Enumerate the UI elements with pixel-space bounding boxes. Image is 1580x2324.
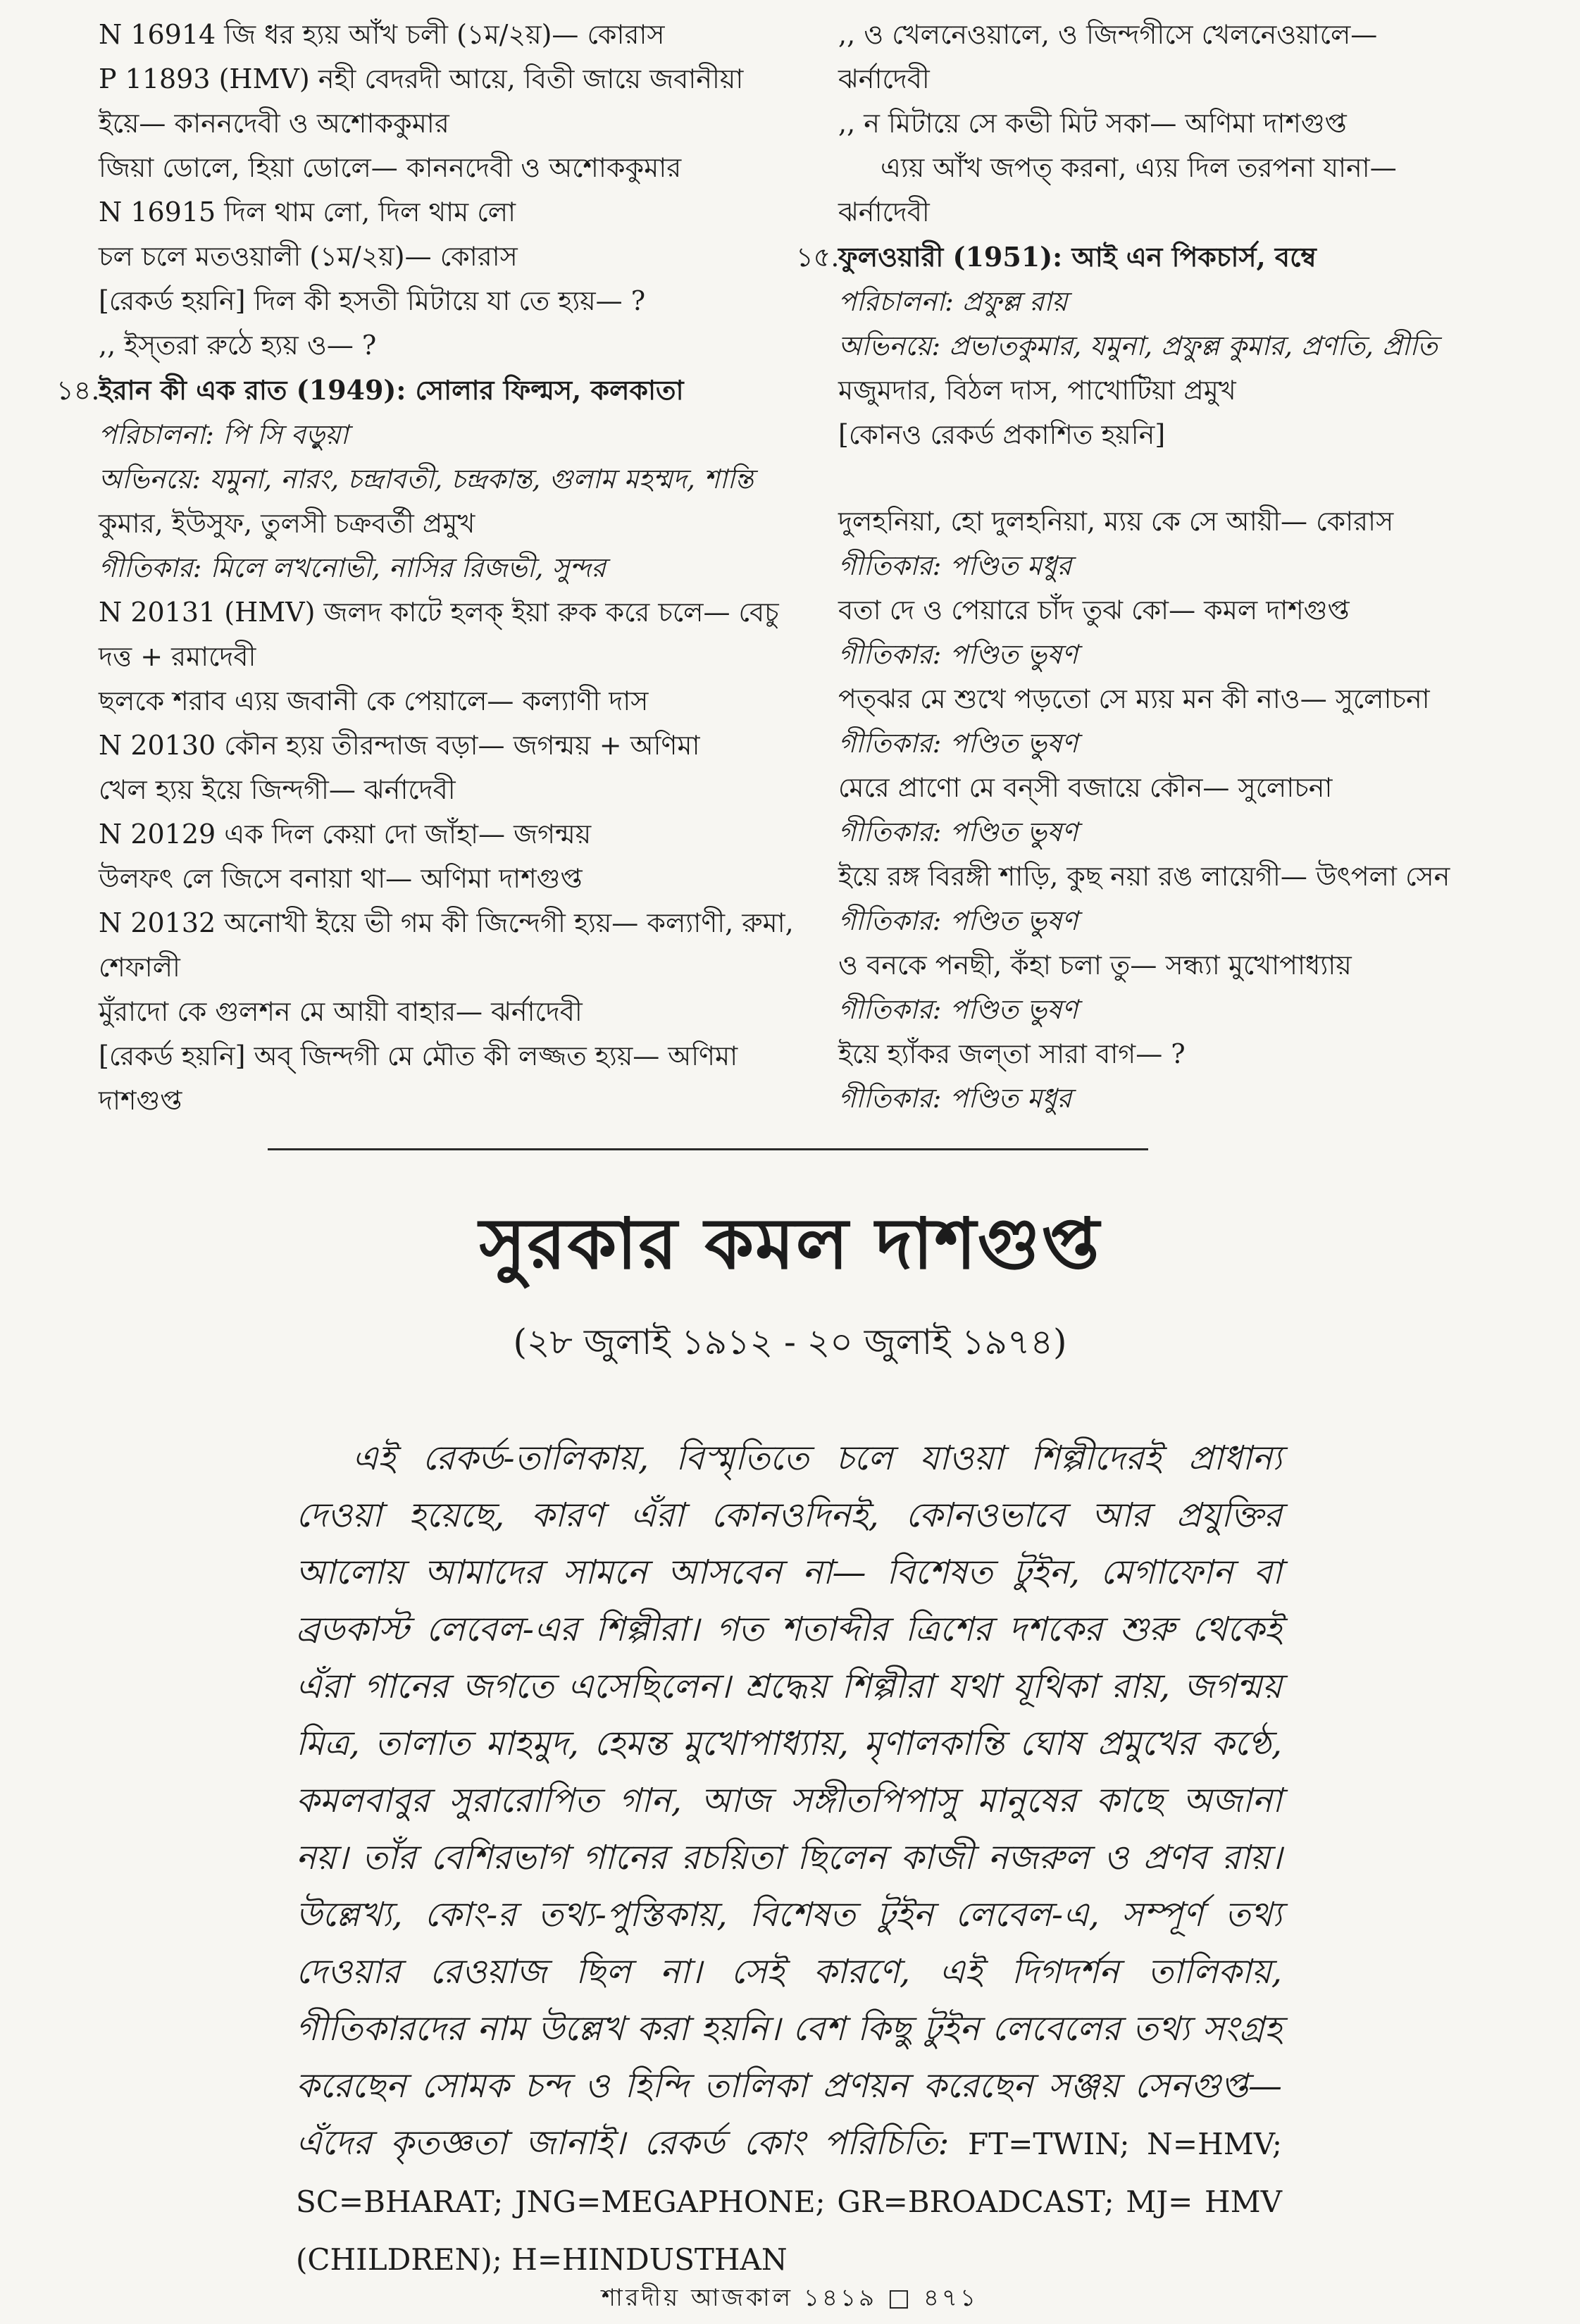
record-line: N 16915 দিল থাম লো, দিল থাম লো <box>99 197 516 228</box>
record-line: N 20129 এক দিল কেয়া দো জাঁহা— জগন্ময় <box>99 819 592 850</box>
record-line: মেরে প্রাণো মে বন্‌সী বজায়ে কৌন— সুলোচনা <box>838 772 1333 803</box>
record-line: N 16914 জি ধর হ্যয় আঁখ চলী (১ম/২য়)— কোরাস <box>99 19 665 50</box>
film-entry-number: ১৫. <box>796 242 840 273</box>
record-line: বতা দে ও পেয়ারে চাঁদ তুঝ কো— কমল দাশগুপ্ত <box>838 595 1350 626</box>
section-divider <box>268 1148 1148 1150</box>
record-list-left-column <box>56 13 794 1123</box>
record-line: গীতিকার: পণ্ডিত ভুষণ <box>838 994 1078 1025</box>
record-line: দত্ত + রমাদেবী <box>99 641 256 672</box>
record-line: গীতিকার: মিলে লখনোভী, নাসির রিজভী, সুন্দর <box>99 552 607 583</box>
record-line: ইয়ে রঙ্গ বিরঙ্গী শাড়ি, কুছ নয়া রঙ লায়েগী— উৎপলা সেন <box>838 861 1450 892</box>
film-entry-number: ১৪. <box>56 375 100 406</box>
film-entry-heading <box>56 368 789 413</box>
record-line: দুলহনিয়া, হো দুলহনিয়া, ম্যয় কে সে আয়ী— কোরাস <box>838 506 1394 537</box>
record-line: এ্যয় আঁখ জপত্‌ করনা, এ্যয় দিল তরপনা যানা— <box>881 152 1397 183</box>
article-title: সুরকার কমল দাশগুপ্ত <box>479 1202 1101 1285</box>
record-line: অভিনয়ে: যমুনা, নারং, চন্দ্রাবতী, চন্দ্রকান্ত, গুলাম মহম্মদ, শান্তি <box>99 464 754 495</box>
record-line: ,, ন মিটায়ে সে কভী মিট সকা— অণিমা দাশগুপ্ত <box>838 108 1347 139</box>
record-line: P 11893 (HMV) নহী বেদরদী আয়ে, বিতী জায়ে জবানীয়া <box>99 63 744 94</box>
record-line: পরিচালনা: পি সি বড়ুয়া <box>99 419 349 450</box>
record-line: ,, ও খেলনেওয়ালে, ও জিন্দগীসে খেলনেওয়ালে— <box>838 19 1378 50</box>
record-line: অভিনয়ে: প্রভাতকুমার, যমুনা, প্রফুল্ল কুমার, প্রণতি, প্রীতি <box>838 330 1438 361</box>
article-body <box>296 1430 1282 2288</box>
record-line: মজুমদার, বিঠল দাস, পাখোটিয়া প্রমুখ <box>838 375 1236 406</box>
record-line: N 20131 (HMV) জলদ কাটে হলক্‌ ইয়া রুক করে চলে— বেচু <box>99 597 779 628</box>
record-line: গীতিকার: পণ্ডিত ভুষণ <box>838 905 1078 936</box>
record-line: শেফালী <box>99 952 180 983</box>
record-line: [কোনও রেকর্ড প্রকাশিত হয়নি] <box>838 419 1166 450</box>
record-line: পত্‌ঝর মে শুখে পড়তো সে ম্যয় মন কী নাও— সুলোচনা <box>838 683 1430 714</box>
page-footer: শারদীয় আজকাল ১৪১৯ □ ৪৭১ <box>601 2284 979 2312</box>
record-line: ইয়ে হ্যাঁকর জল্‌তা সারা বাগ— ? <box>838 1038 1186 1069</box>
record-line: [রেকর্ড হয়নি] অব্‌ জিন্দগী মে মৌত কী লজ্জত হ্যয়— অণিমা <box>99 1040 738 1071</box>
record-line: গীতিকার: পণ্ডিত মধুর <box>838 1083 1072 1114</box>
record-line: কুমার, ইউসুফ, তুলসী চক্রবর্তী প্রমুখ <box>99 508 475 539</box>
record-line: ছলকে শরাব এ্যয় জবানী কে পেয়ালে— কল্যাণী দাস <box>99 685 649 716</box>
record-line: ,, ইস্‌তরা রুঠে হ্যয় ও— ? <box>99 330 377 361</box>
article-dates: (২৮ জুলাই ১৯১২ - ২০ জুলাই ১৯৭৪) <box>513 1322 1067 1362</box>
film-entry-heading <box>796 235 1543 280</box>
record-line: [রেকর্ড হয়নি] দিল কী হসতী মিটায়ে যা তে হ্যয়— ? <box>99 285 646 316</box>
spacer <box>796 457 1543 499</box>
record-line: N 20132 অনোখী ইয়ে ভী গম কী জিন্দেগী হ্যয়— কল্যাণী, রুমা, <box>99 907 794 938</box>
record-line: ইয়ে— কাননদেবী ও অশোককুমার <box>99 108 449 139</box>
record-line: পরিচালনা: প্রফুল্ল রায় <box>838 286 1068 317</box>
record-line: উলফৎ লে জিসে বনায়া থা— অণিমা দাশগুপ্ত <box>99 863 583 894</box>
record-line: ঝর্নাদেবী <box>838 197 930 228</box>
record-line: ও বনকে পনছী, কঁহা চলা তু— সন্ধ্যা মুখোপাধ্যায় <box>838 950 1352 981</box>
record-line: খেল হ্যয় ইয়ে জিন্দগী— ঝর্নাদেবী <box>99 774 456 805</box>
record-company-codes: FT=TWIN; N=HMV; SC=BHARAT; JNG=MEGAPHONE; GR=BROADCAST; MJ= HMV (CHILDREN); H=HINDUSTHAN <box>296 2127 1282 2277</box>
record-line: মুঁরাদো কে গুলশন মে আয়ী বাহার— ঝর্নাদেবী <box>99 996 583 1027</box>
record-line: ঝর্নাদেবী <box>838 63 930 94</box>
record-list-right-column <box>796 13 1543 1121</box>
article-body-text: এই রেকর্ড-তালিকায়, বিস্মৃতিতে চলে যাওয়া শিল্পীদেরই প্রাধান্য দেওয়া হয়েছে, কারণ এঁরা কোনওদিনই, কোনওভাবে আর প্রযুক্তির আলোয় আমাদের সামনে আসবেন না— বিশেষত টুইন, মেগাফোন বা ব্রডকাস্ট লেবেল-এর শিল্পীরা। গত শতাব্দীর ত্রিশের দশকের শুরু থেকেই এঁরা গানের জগতে এসেছিলেন। শ্রদ্ধেয় শিল্পীরা যথা যূথিকা রায়, জগন্ময় মিত্র, তালাত মাহমুদ, হেমন্ত মুখোপাধ্যায়, মৃণালকান্তি ঘোষ প্রমুখের কণ্ঠে, কমলবাবুর সুরারোপিত গান, আজ সঙ্গীতপিপাসু মানুষের কাছে অজানা নয়। তাঁর বেশিরভাগ গানের রচয়িতা ছিলেন কাজী নজরুল ও প্রণব রায়। উল্লেখ্য, কোং-র তথ্য-পুস্তিকায়, বিশেষত টুইন লেবেল-এ, সম্পূর্ণ তথ্য দেওয়ার রেওয়াজ ছিল না। সেই কারণে, এই দিগদর্শন তালিকায়, গীতিকারদের নাম উল্লেখ করা হয়নি। বেশ কিছু টুইন লেবেলের তথ্য সংগ্রহ করেছেন সোমক চন্দ ও হিন্দি তালিকা প্রণয়ন করেছেন সঞ্জয় সেনগুপ্ত— এঁদের কৃতজ্ঞতা জানাই। রেকর্ড কোং পরিচিতি: <box>296 1438 1282 2163</box>
record-line: দাশগুপ্ত <box>99 1085 182 1116</box>
record-line: চল চলে মতওয়ালী (১ম/২য়)— কোরাস <box>99 241 518 272</box>
film-entry-title: ইরান কী এক রাত (1949): সোলার ফিল্মস, কলকাতা <box>99 374 684 406</box>
record-line: গীতিকার: পণ্ডিত ভুষণ <box>838 728 1078 759</box>
record-line: জিয়া ডোলে, হিয়া ডোলে— কাননদেবী ও অশোককুমার <box>99 152 682 183</box>
record-line: গীতিকার: পণ্ডিত মধুর <box>838 550 1072 581</box>
record-line: গীতিকার: পণ্ডিত ভুষণ <box>838 816 1078 847</box>
film-entry-title: ফুলওয়ারী (1951): আই এন পিকচার্স, বম্বে <box>838 241 1317 273</box>
record-line: N 20130 কৌন হ্যয় তীরন্দাজ বড়া— জগন্ময় + অণিমা <box>99 730 700 761</box>
record-line: গীতিকার: পণ্ডিত ভুষণ <box>838 639 1078 670</box>
